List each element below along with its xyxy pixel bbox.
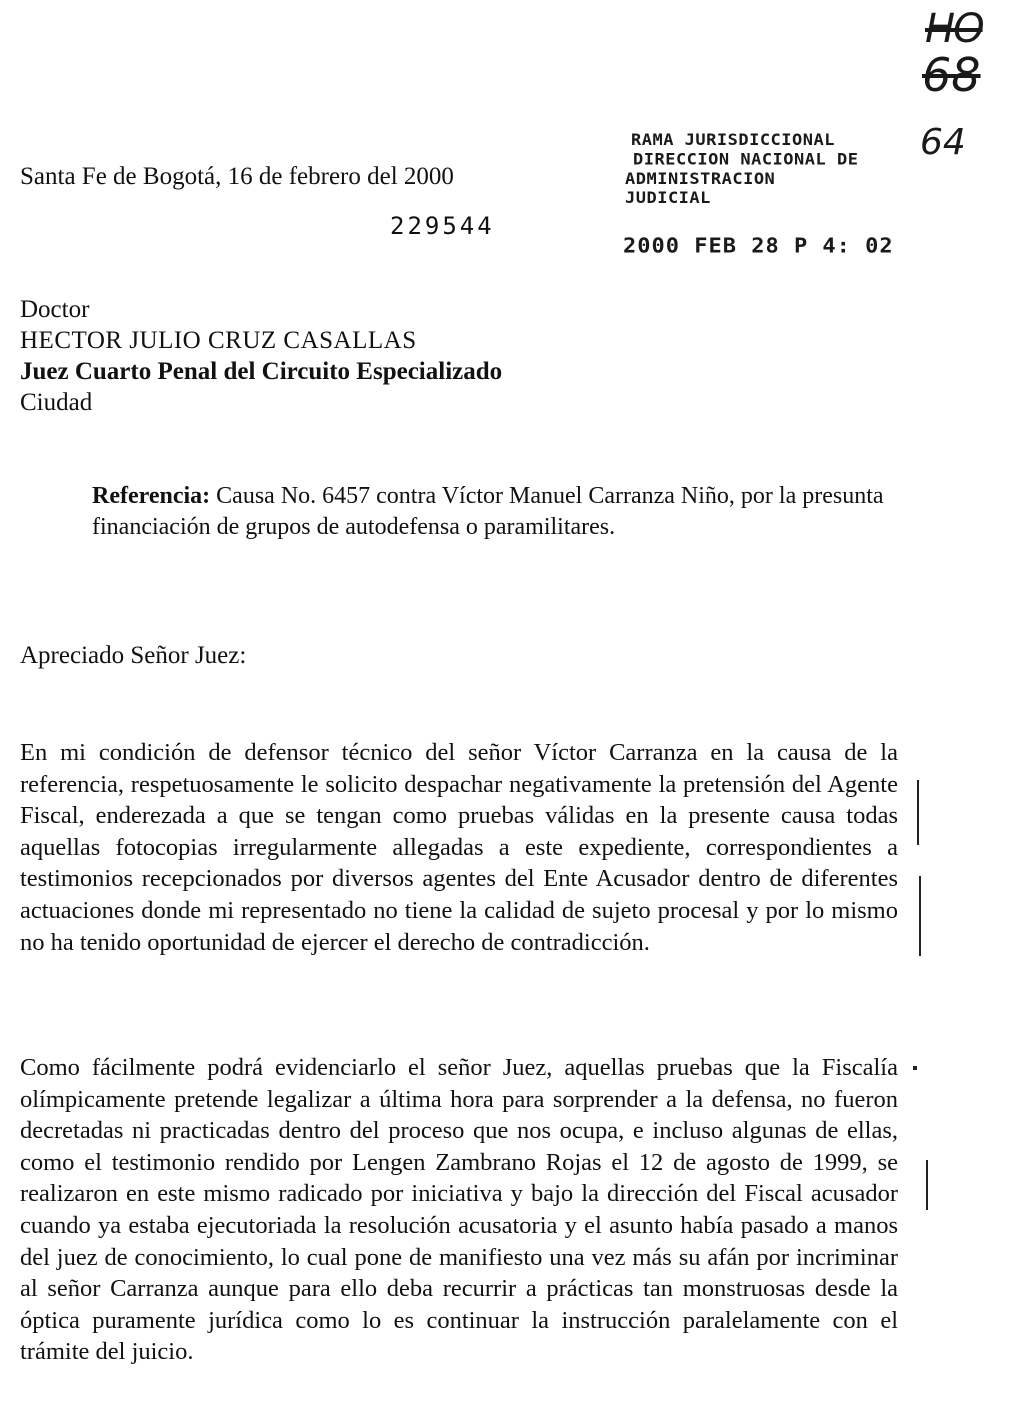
addressee-title: Doctor — [20, 296, 90, 323]
handwritten-annotation: HO — [925, 6, 983, 52]
body-paragraph-2: Como fácilmente podrá evidenciarlo el señor Juez, aquellas pruebas que la Fiscalía olímpicamente pretende legalizar a última hora para sorprender a la defensa, no fueron decretadas ni practicadas dentro del proceso que nos ocupa, e incluso algunas de ellas, como el testimonio rendido por Lengen Zambrano Rojas el 12 de agosto de 1999, se realizaron en este mismo radicado por iniciativa y bajo la dirección del Fiscal acusador cuando ya estaba ejecutoriada la resolución acusatoria y el asunto había pasado a manos del juez de conocimiento, lo cual pone de manifiesto una vez más su afán por incriminar al señor Carranza aunque para ello deba recurrir a prácticas tan monstruosas desde la óptica puramente jurídica como lo es continuar la instrucción paralelamente con el trámite del juicio. — [20, 1054, 898, 1366]
margin-pen-mark — [917, 780, 919, 845]
stamp-received-datetime: 2000 FEB 28 P 4: 02 — [623, 235, 894, 258]
handwritten-struck-number: 68 — [922, 48, 981, 102]
body-paragraph-1: En mi condición de defensor técnico del señor Víctor Carranza en la causa de la referencia, respetuosamente le solicito despachar negativamente la pretensión del Agente Fiscal, enderezada a que se tengan como pruebas válidas en la presente causa todas aquellas fotocopias irregularmente allegadas a este expediente, correspondientes a testimonios recepcionados por diversos agentes del Ente Acusador dentro de diferentes actuaciones donde mi representado no tiene la calidad de sujeto procesal y por lo mismo no ha tenido oportunidad de ejercer el derecho de contradicción. — [20, 739, 898, 956]
margin-pen-mark — [926, 1160, 928, 1210]
letter-date: Santa Fe de Bogotá, 16 de febrero del 2000 — [20, 163, 454, 190]
salutation: Apreciado Señor Juez: — [20, 642, 247, 669]
handwritten-folio-number: 64 — [920, 122, 966, 163]
file-number: 229544 — [390, 212, 495, 240]
addressee-position: Juez Cuarto Penal del Circuito Especializado — [20, 358, 503, 385]
margin-pen-mark — [919, 876, 921, 956]
reception-stamp — [625, 131, 865, 208]
reference-text: Causa No. 6457 contra Víctor Manuel Carranza Niño, por la presunta financiación de grupos de autodefensa o paramilitares. — [92, 483, 884, 540]
stamp-line-3: ADMINISTRACION JUDICIAL — [625, 170, 776, 208]
reference-block — [92, 481, 892, 543]
reference-label: Referencia: — [92, 483, 211, 509]
addressee-name: HECTOR JULIO CRUZ CASALLAS — [20, 327, 417, 354]
margin-pen-dot — [913, 1066, 917, 1070]
stamp-line-1: RAMA JURISDICCIONAL — [631, 131, 835, 150]
addressee-city: Ciudad — [20, 389, 93, 416]
stamp-line-2: DIRECCION NACIONAL DE — [633, 150, 859, 170]
